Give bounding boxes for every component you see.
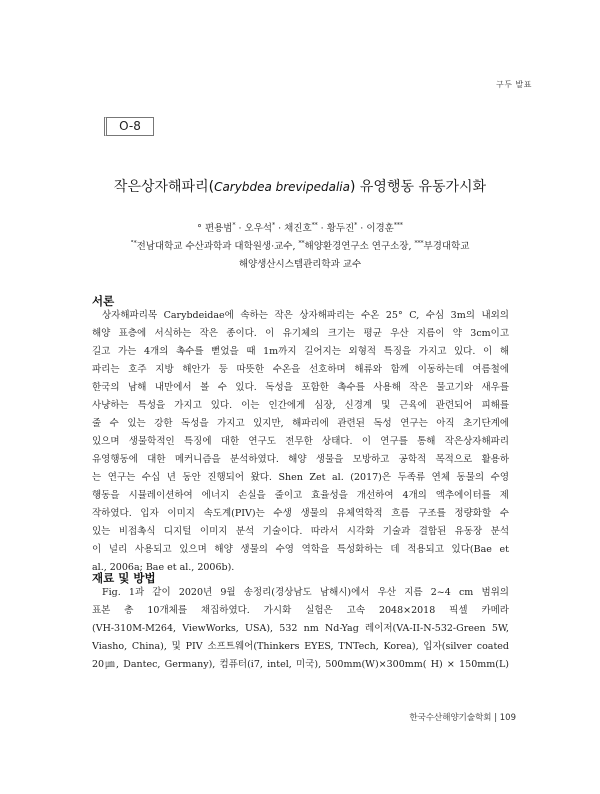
- author-superscript: *: [354, 221, 358, 229]
- title-species: Carybdea brevipedalia: [214, 180, 350, 194]
- text-line: al., 2006a; Bae et al., 2006b).: [92, 562, 235, 573]
- text-line: (VH-310M-M264, ViewWorks, USA), 532 nm Nd-Yag 레이저(VA-II-N-532-Green 5W,: [92, 623, 509, 634]
- title-suffix: ) 유영행동 유동가시화: [349, 179, 487, 195]
- text-line: 상자해파리목 Carybdeidae에 속하는 작은 상자해파리는 수온 25° C, 수심 3m의 내외의: [102, 310, 509, 321]
- affiliation-text: 전남대학교 수산과학과 대학원생·교수,: [136, 241, 299, 252]
- paper-code-box: O-8: [104, 117, 154, 136]
- author-name: 이경훈: [366, 223, 394, 234]
- intro-paragraph: [92, 307, 509, 577]
- author-superscript: ***: [393, 221, 403, 229]
- affiliation-mark: ***: [414, 239, 424, 247]
- section-tag: 구두 발표: [496, 80, 532, 89]
- text-line: 사냥하는 특성을 가지고 있다. 이는 인간에게 심장, 신경계 및 근육에 관련되어 피해를: [92, 400, 509, 411]
- author-name: 편용범: [204, 223, 233, 234]
- methods-paragraph: [92, 584, 509, 674]
- affiliation-text: 해양환경연구소 연구소장,: [304, 241, 415, 252]
- author-superscript: **: [311, 221, 318, 229]
- text-line: 20㎛, Dantec, Germany), 컴퓨터(i7, intel, 미국), 500mm(W)×300mm( H) × 150mm(L): [92, 659, 509, 670]
- methods-heading: 재료 및 방법: [92, 571, 156, 585]
- text-line: 있으며 생물학적인 특징에 대한 연구도 전무한 상태다. 이 연구를 통해 작은상자해파리: [92, 436, 509, 447]
- affiliation-mark: **: [298, 239, 305, 247]
- text-line: 유영행동에 대한 메커니즘을 분석하였다. 해양 생물을 모방하고 공학적 목적으로 활용하: [92, 454, 509, 465]
- text-line: 는 연구는 수십 년 동안 진행되어 왔다. Shen Zet al. (2017)은 두족류 연체 동물의 수영: [92, 472, 509, 483]
- text-line: 있는 비접촉식 디지털 이미지 분석 기술이다. 따라서 시각화 기술과 결합된 유동장 분석: [92, 526, 509, 537]
- text-line: 파리는 호주 지방 해안가 등 따뜻한 수온을 선호하며 해류와 함께 이동하는데 여름철에: [92, 364, 509, 375]
- text-line: Fig. 1과 같이 2020년 9월 송정리(경상남도 남해시)에서 우산 지름 2~4 cm 범위의: [102, 587, 509, 598]
- author-name: 오우석: [244, 223, 273, 234]
- author-mark: °: [197, 223, 205, 234]
- text-line: Viasho, China), 및 PIV 소프트웨어(Thinkers EYES, TNTech, Korea), 입자(silver coated: [92, 641, 509, 652]
- affiliation-text: 부경대학교: [423, 241, 470, 252]
- text-line: 표본 총 10개체를 채집하였다. 가시화 실험은 고속 2048×2018 픽셀 카메라: [92, 605, 509, 616]
- paper-title: [0, 176, 600, 196]
- author-name: 채진호: [284, 223, 312, 234]
- text-line: 작하였다. 입자 이미지 속도계(PIV)는 수생 생물의 유체역학적 흐름 구조를 정량화할 수: [92, 508, 509, 519]
- affiliation-line: [0, 238, 600, 252]
- affiliation-line: 해양생산시스템관리학과 교수: [238, 259, 362, 270]
- title-prefix: 작은상자해파리(: [113, 179, 215, 195]
- text-line: 길고 가는 4개의 촉수를 뻗었을 때 1m까지 길어지는 외형적 특징을 가지고 있다. 이 해: [92, 346, 509, 357]
- author-list: ° 편용범* · 오우석* · 채진호** · 황두진* · 이경훈***: [197, 221, 403, 234]
- text-line: 해양 표층에 서식하는 작은 종이다. 이 유기체의 크기는 평균 우산 지름이 약 3cm이고: [92, 328, 509, 339]
- text-line: 이 널리 사용되고 있으며 해양 생물의 수영 역학을 특성화하는 데 적용되고 있다(Bae et: [92, 544, 509, 555]
- affiliation-mark: °*: [130, 239, 137, 247]
- intro-heading: 서론: [92, 294, 115, 308]
- text-line: 행동을 시뮬레이션하여 에너지 손실을 줄이고 효율성을 개선하여 4개의 액추에이터를 제: [92, 490, 509, 501]
- text-line: 줄 수 있는 강한 독성을 가지고 있지만, 해파리에 관련된 독성 연구는 아직 초기단계에: [92, 418, 509, 429]
- author-superscript: *: [232, 221, 236, 229]
- author-name: 황두진: [326, 223, 355, 234]
- text-line: 한국의 남해 내만에서 볼 수 있다. 독성을 포함한 촉수를 사용해 작은 물고기와 새우를: [92, 382, 509, 393]
- page-footer: 한국수산해양기술학회 | 109: [409, 713, 516, 723]
- author-superscript: *: [272, 221, 276, 229]
